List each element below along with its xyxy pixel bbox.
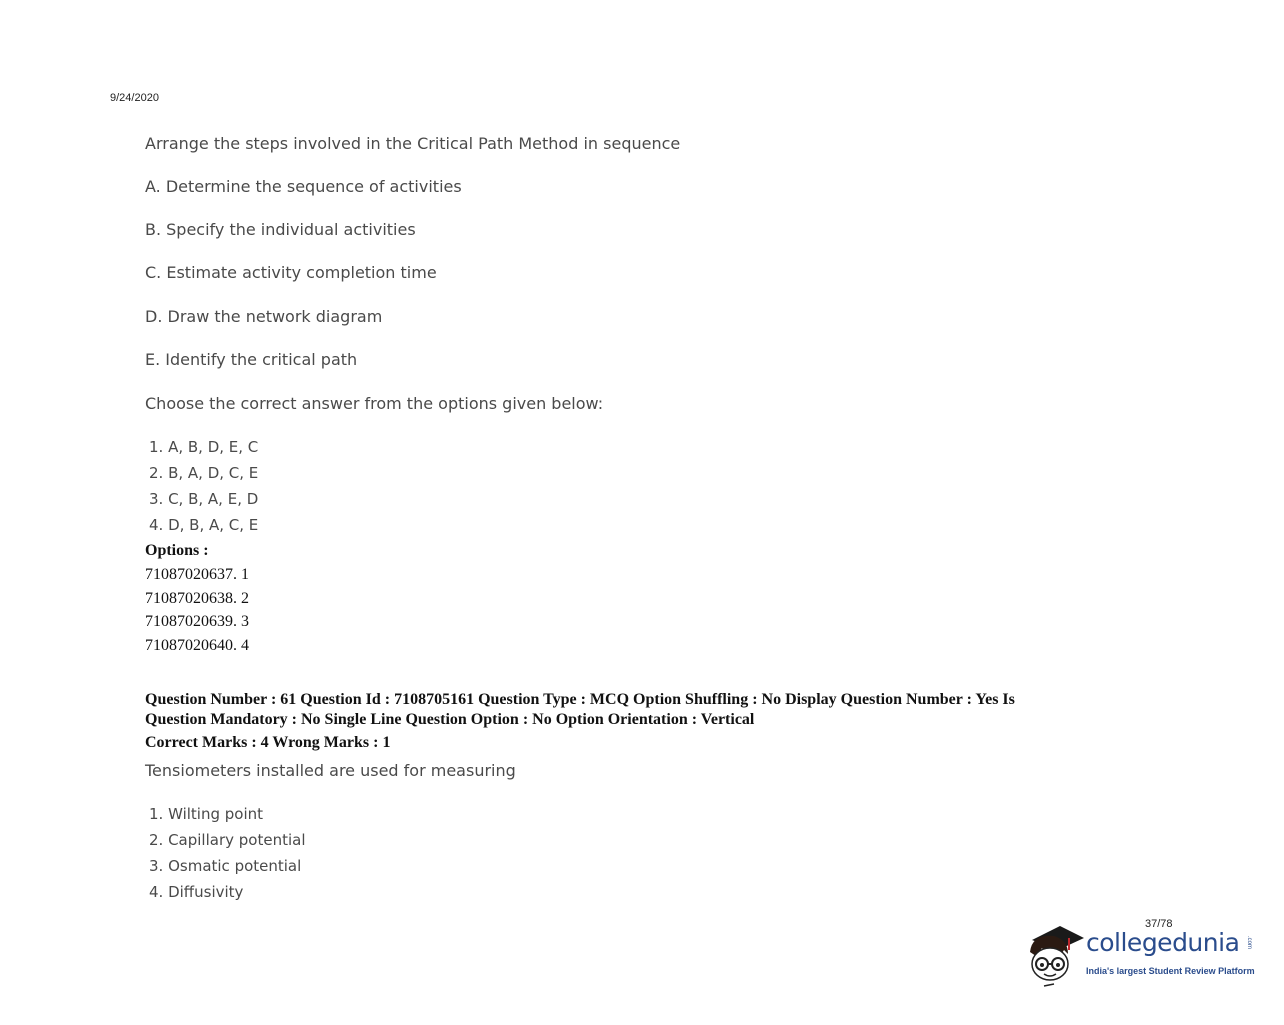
answer-choice: 3. C, B, A, E, D [149,490,259,508]
question-stem: Tensiometers installed are used for measuring [145,761,516,780]
option-id: 71087020638. 2 [145,590,249,607]
sequence-item: E. Identify the critical path [145,350,358,369]
collegedunia-logo [1024,918,1264,990]
question-stem: Arrange the steps involved in the Critical Path Method in sequence [145,134,681,153]
answer-choice: 2. B, A, D, C, E [149,464,259,482]
brand-name: collegedunia [1086,928,1240,957]
sequence-item: A. Determine the sequence of activities [145,177,462,196]
answer-choice: 3. Osmatic potential [149,857,302,875]
sequence-item: D. Draw the network diagram [145,307,383,326]
answer-choice: 4. D, B, A, C, E [149,516,259,534]
brand-suffix: .com [1246,936,1252,950]
answer-choice: 1. A, B, D, E, C [149,438,259,456]
option-id: 71087020639. 3 [145,613,249,630]
sequence-item: B. Specify the individual activities [145,220,416,239]
answer-choice: 2. Capillary potential [149,831,306,849]
answer-choice: 1. Wilting point [149,805,264,823]
brand-tagline: India's largest Student Review Platform [1086,966,1255,976]
question-meta: Question Mandatory : No Single Line Question Option : No Option Orientation : Vertical [145,711,755,728]
print-date: 9/24/2020 [110,92,159,104]
page-number: 37/78 [1145,918,1173,930]
option-id: 71087020637. 1 [145,566,249,583]
answer-choice: 4. Diffusivity [149,883,244,901]
sequence-item: C. Estimate activity completion time [145,263,437,282]
options-label: Options : [145,542,209,559]
mascot-icon [1024,918,1086,990]
question-meta: Question Number : 61 Question Id : 7108705161 Question Type : MCQ Option Shuffling : No Display Question Number : Yes Is [145,691,1015,708]
marks-line: Correct Marks : 4 Wrong Marks : 1 [145,734,391,751]
instruction-text: Choose the correct answer from the options given below: [145,394,604,413]
option-id: 71087020640. 4 [145,637,249,654]
